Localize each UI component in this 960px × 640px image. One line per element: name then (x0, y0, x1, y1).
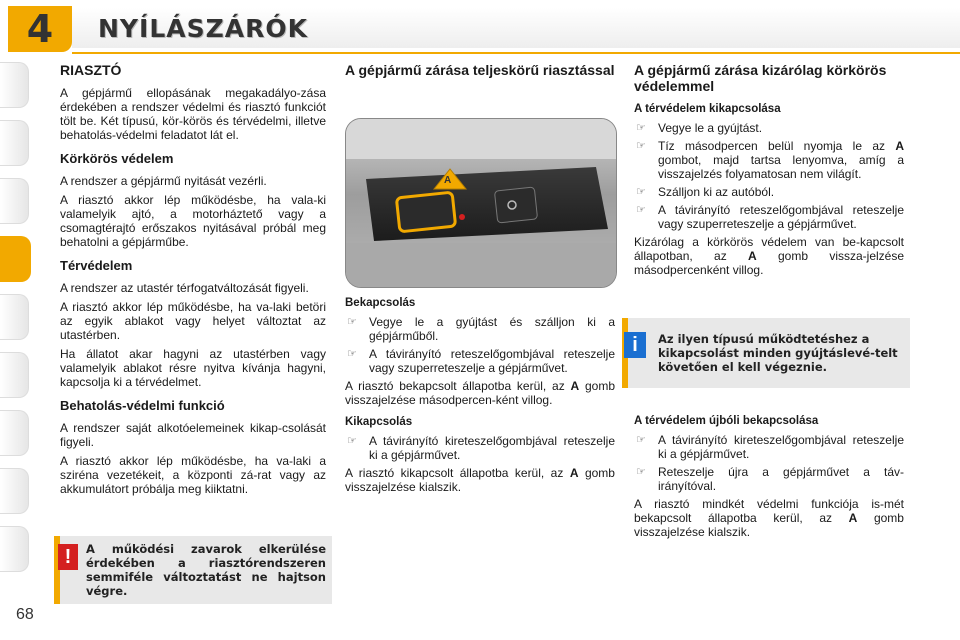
side-tab-8[interactable] (0, 468, 29, 514)
heading-tamper: Behatolás-védelmi funkció (60, 398, 225, 413)
warning-icon: ! (58, 544, 78, 570)
hand-pointer-icon: ☞ (636, 434, 646, 446)
dashboard-illustration (346, 119, 616, 287)
list-item: ☞ Vegye le a gyújtást. (636, 121, 763, 135)
volumetric-p2: A riasztó akkor lép működésbe, ha va-laki betöri az egyik ablakot vagy helyet változtat az utastérben. (60, 300, 326, 342)
heading-volumetric: Térvédelem (60, 258, 133, 273)
hand-pointer-icon: ☞ (636, 186, 646, 198)
list-item: ☞ A távirányító kireteszelőgombjával reteszelje ki a gépjárművet. (347, 434, 615, 462)
hand-pointer-icon: ☞ (636, 140, 646, 152)
list-item: ☞ Tíz másodpercen belül nyomja le az A gombot, majd tartsa lenyomva, amíg a visszajelzés folyamatosan nem világít. (636, 139, 905, 181)
page-number: 68 (16, 606, 34, 623)
page-title: NYÍLÁSZÁRÓK (98, 14, 308, 43)
middle-column (345, 60, 615, 86)
side-tab-6[interactable] (0, 352, 29, 398)
list-item: ☞ Reteszelje újra a gépjárművet a táv-irányítóval. (636, 465, 904, 493)
perimeter-p1: A rendszer a gépjármű nyitását vezérli. (60, 174, 267, 188)
side-tab-1[interactable] (0, 62, 29, 108)
alarm-intro: A gépjármű ellopásának megakadályo-zása érdekében a rendszer védelmi és riasztó funkciót tölt be. Két típusú, kör-körös és térvédelmi, illetve behatolás-védelmi feladatot lát el. (60, 86, 326, 142)
photo-callout-label: A (444, 175, 452, 186)
left-column (60, 60, 326, 501)
hand-pointer-icon: ☞ (636, 204, 646, 216)
tamper-p1: A rendszer saját alkotóelemeinek kikap-csolását figyeli. (60, 421, 326, 449)
warning-box (54, 536, 332, 604)
info-icon: i (624, 332, 646, 358)
section-title-alarm: RIASZTÓ (60, 62, 122, 78)
deactivation-result: A riasztó kikapcsolt állapotba kerül, az A gomb visszajelzése kialszik. (345, 466, 615, 494)
heading-deactivation: Kikapcsolás (345, 416, 413, 428)
volumetric-p3: Ha állatot akar hagyni az utastérben vagy valamelyik ablakot résre nyitva kívánja hagyni, kapcsolja ki a térvédelmet. (60, 347, 326, 389)
right-column-lower (634, 414, 904, 544)
hand-pointer-icon: ☞ (636, 466, 646, 478)
dashboard-alarm-button-photo (345, 118, 617, 288)
side-tab-7[interactable] (0, 410, 29, 456)
side-tab-9[interactable] (0, 526, 29, 572)
chapter-number: 4 (26, 7, 54, 51)
heading-volumetric-on: A térvédelem újbóli bekapcsolása (634, 415, 819, 427)
info-box (622, 318, 910, 388)
info-text: Az ilyen típusú működtetéshez a kikapcsolást minden gyújtáslevé-telt követően el kell végeznie. (658, 332, 898, 374)
heading-activation: Bekapcsolás (345, 297, 416, 309)
section-title-full-alarm: A gépjármű zárása teljeskörű riasztással (345, 62, 615, 78)
activation-result: A riasztó bekapcsolt állapotba kerül, az A gomb visszajelzése másodpercen-ként villog. (345, 379, 616, 407)
hand-pointer-icon: ☞ (347, 348, 357, 360)
heading-perimeter: Körkörös védelem (60, 151, 174, 166)
list-item: ☞ A távirányító kireteszelőgombjával reteszelje ki a gépjárművet. (636, 433, 904, 461)
side-tab-4-active[interactable] (0, 236, 31, 282)
hand-pointer-icon: ☞ (636, 122, 646, 134)
volumetric-p1: A rendszer az utastér térfogatváltozását figyeli. (60, 281, 309, 295)
section-title-perimeter-only: A gépjármű zárása kizárólag körkörös védelemmel (634, 62, 887, 94)
side-tab-5[interactable] (0, 294, 29, 340)
hand-pointer-icon: ☞ (347, 316, 357, 328)
list-item: ☞ Vegye le a gyújtást és szálljon ki a gépjárműből. (347, 315, 615, 343)
warning-text: A működési zavarok elkerülése érdekében a riasztórendszeren semmiféle változtatást ne hajtson végre. (86, 542, 326, 598)
heading-volumetric-off: A térvédelem kikapcsolása (634, 103, 781, 115)
chapter-side-tabs (0, 62, 36, 584)
side-tab-3[interactable] (0, 178, 29, 224)
chapter-badge (8, 6, 72, 52)
volumetric-on-result: A riasztó mindkét védelmi funkciója is-mét bekapcsolt állapotba kerül, az A gomb visszajelzése kialszik. (634, 497, 904, 539)
list-item: ☞ A távirányító reteszelőgombjával reteszelje vagy szuperreteszelje a gépjárművet. (636, 203, 904, 231)
hand-pointer-icon: ☞ (347, 435, 357, 447)
side-tab-2[interactable] (0, 120, 29, 166)
perimeter-p2: A riasztó akkor lép működésbe, ha vala-ki valamelyik ajtó, a motorháztető vagy a csomagtérajtó erőszakos nyitásával próbál meg behatolni a gépjárműbe. (60, 193, 326, 249)
volumetric-off-result: Kizárólag a körkörös védelem van be-kapcsolt állapotban, az A gomb vissza-jelzése másodpercenként villog. (634, 235, 905, 277)
tamper-p2: A riasztó akkor lép működésbe, ha va-laki a sziréna vezetékeit, a központi zá-rat vagy az akkumulátort próbálja meg kiiktatni. (60, 454, 326, 496)
right-column (634, 60, 904, 282)
list-item: ☞ A távirányító reteszelőgombjával reteszelje vagy szuperreteszelje a gépjárművet. (347, 347, 615, 375)
header-divider (72, 52, 960, 54)
list-item: ☞ Szálljon ki az autóból. (636, 185, 775, 199)
middle-column-lower (345, 296, 615, 499)
